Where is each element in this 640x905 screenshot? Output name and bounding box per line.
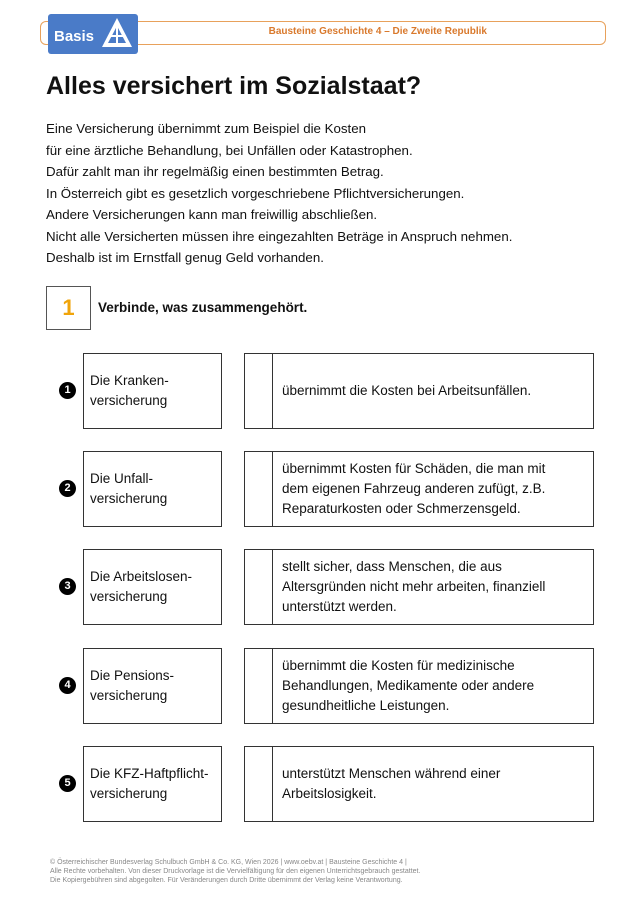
description-line: unterstützt Menschen während einer bbox=[282, 766, 501, 781]
insurance-type-line: versicherung bbox=[90, 393, 168, 408]
intro-line: Nicht alle Versicherten müssen ihre eingezahlten Beträge in Anspruch nehmen. bbox=[46, 228, 513, 244]
description-text bbox=[282, 354, 585, 428]
insurance-type-line: Die Pensions- bbox=[90, 668, 175, 683]
footer-line: Alle Rechte vorbehalten. Von dieser Druckvorlage ist die Vervielfältigung für den eigenen Unterrichtsgebrauch gestattet. bbox=[50, 868, 421, 875]
description-line: Altersgründen nicht mehr arbeiten, finanziell bbox=[282, 579, 546, 594]
row-number-badge: 3 bbox=[59, 578, 76, 595]
description-line: Arbeitslosigkeit. bbox=[282, 786, 377, 801]
description-line: stellt sicher, dass Menschen, die aus bbox=[282, 559, 502, 574]
footer-line: Die Kopiergebühren sind abgegolten. Für Veränderungen durch Dritte übernimmt der Verlag keine Verantwortung. bbox=[50, 877, 403, 884]
insurance-type-box bbox=[83, 353, 222, 429]
insurance-type-box bbox=[83, 648, 222, 724]
insurance-type-line: versicherung bbox=[90, 589, 168, 604]
intro-line: Deshalb ist im Ernstfall genug Geld vorhanden. bbox=[46, 250, 324, 265]
match-row bbox=[0, 549, 640, 625]
basis-logo bbox=[48, 14, 138, 54]
task-instruction: Verbinde, was zusammengehört. bbox=[98, 300, 308, 315]
insurance-type-line: Die KFZ-Haftpflicht- bbox=[90, 766, 209, 781]
description-line: gesundheitliche Leistungen. bbox=[282, 698, 450, 713]
description-line: übernimmt die Kosten bei Arbeitsunfällen. bbox=[282, 383, 532, 398]
description-text bbox=[282, 747, 585, 821]
insurance-type-line: versicherung bbox=[90, 491, 168, 506]
insurance-type-box bbox=[83, 549, 222, 625]
description-box bbox=[244, 549, 594, 625]
row-number-badge: 5 bbox=[59, 775, 76, 792]
intro-line: In Österreich gibt es gesetzlich vorgeschriebene Pflichtversicherungen. bbox=[46, 185, 465, 201]
answer-field[interactable] bbox=[245, 649, 273, 723]
task-number-box: 1 bbox=[46, 286, 91, 330]
row-number-badge: 2 bbox=[59, 480, 76, 497]
footer-line: © Österreichischer Bundesverlag Schulbuch GmbH & Co. KG, Wien 2026 | www.oebv.at | Bausteine Geschichte 4 | bbox=[50, 859, 407, 866]
description-box bbox=[244, 353, 594, 429]
answer-field[interactable] bbox=[245, 747, 273, 821]
intro-line: für eine ärztliche Behandlung, bei Unfällen oder Katastrophen. bbox=[46, 142, 413, 158]
triangle-logo-icon bbox=[100, 16, 134, 50]
page-title: Alles versichert im Sozialstaat? bbox=[46, 72, 422, 100]
match-row bbox=[0, 353, 640, 429]
insurance-type-line: versicherung bbox=[90, 786, 168, 801]
row-number-badge: 4 bbox=[59, 677, 76, 694]
description-box bbox=[244, 648, 594, 724]
description-line: Reparaturkosten oder Schmerzensgeld. bbox=[282, 501, 521, 516]
description-line: Behandlungen, Medikamente oder andere bbox=[282, 678, 535, 693]
logo-text: Basis bbox=[54, 28, 95, 45]
intro-line: Andere Versicherungen kann man freiwillig abschließen. bbox=[46, 207, 378, 222]
match-row bbox=[0, 746, 640, 822]
answer-field[interactable] bbox=[245, 452, 273, 526]
insurance-type-box bbox=[83, 746, 222, 822]
header-title: Bausteine Geschichte 4 – Die Zweite Republik bbox=[268, 26, 487, 37]
match-row bbox=[0, 451, 640, 527]
description-line: übernimmt Kosten für Schäden, die man mit bbox=[282, 461, 546, 476]
description-line: unterstützt werden. bbox=[282, 599, 397, 614]
description-box bbox=[244, 746, 594, 822]
description-line: dem eigenen Fahrzeug anderen zufügt, z.B. bbox=[282, 481, 546, 496]
description-line: übernimmt die Kosten für medizinische bbox=[282, 658, 515, 673]
insurance-type-line: Die Kranken- bbox=[90, 373, 169, 388]
insurance-type-line: Die Unfall- bbox=[90, 471, 154, 486]
description-text bbox=[282, 452, 585, 526]
match-row bbox=[0, 648, 640, 724]
intro-line: Eine Versicherung übernimmt zum Beispiel die Kosten bbox=[46, 121, 367, 136]
row-number-badge: 1 bbox=[59, 382, 76, 399]
insurance-type-line: versicherung bbox=[90, 688, 168, 703]
description-text bbox=[282, 649, 585, 723]
description-text bbox=[282, 550, 585, 624]
intro-line: Dafür zahlt man ihr regelmäßig einen bestimmten Betrag. bbox=[46, 164, 384, 179]
description-box bbox=[244, 451, 594, 527]
footer bbox=[50, 858, 610, 885]
answer-field[interactable] bbox=[245, 550, 273, 624]
answer-field[interactable] bbox=[245, 354, 273, 428]
insurance-type-line: Die Arbeitslosen- bbox=[90, 569, 193, 584]
insurance-type-box bbox=[83, 451, 222, 527]
intro-text bbox=[46, 118, 606, 269]
